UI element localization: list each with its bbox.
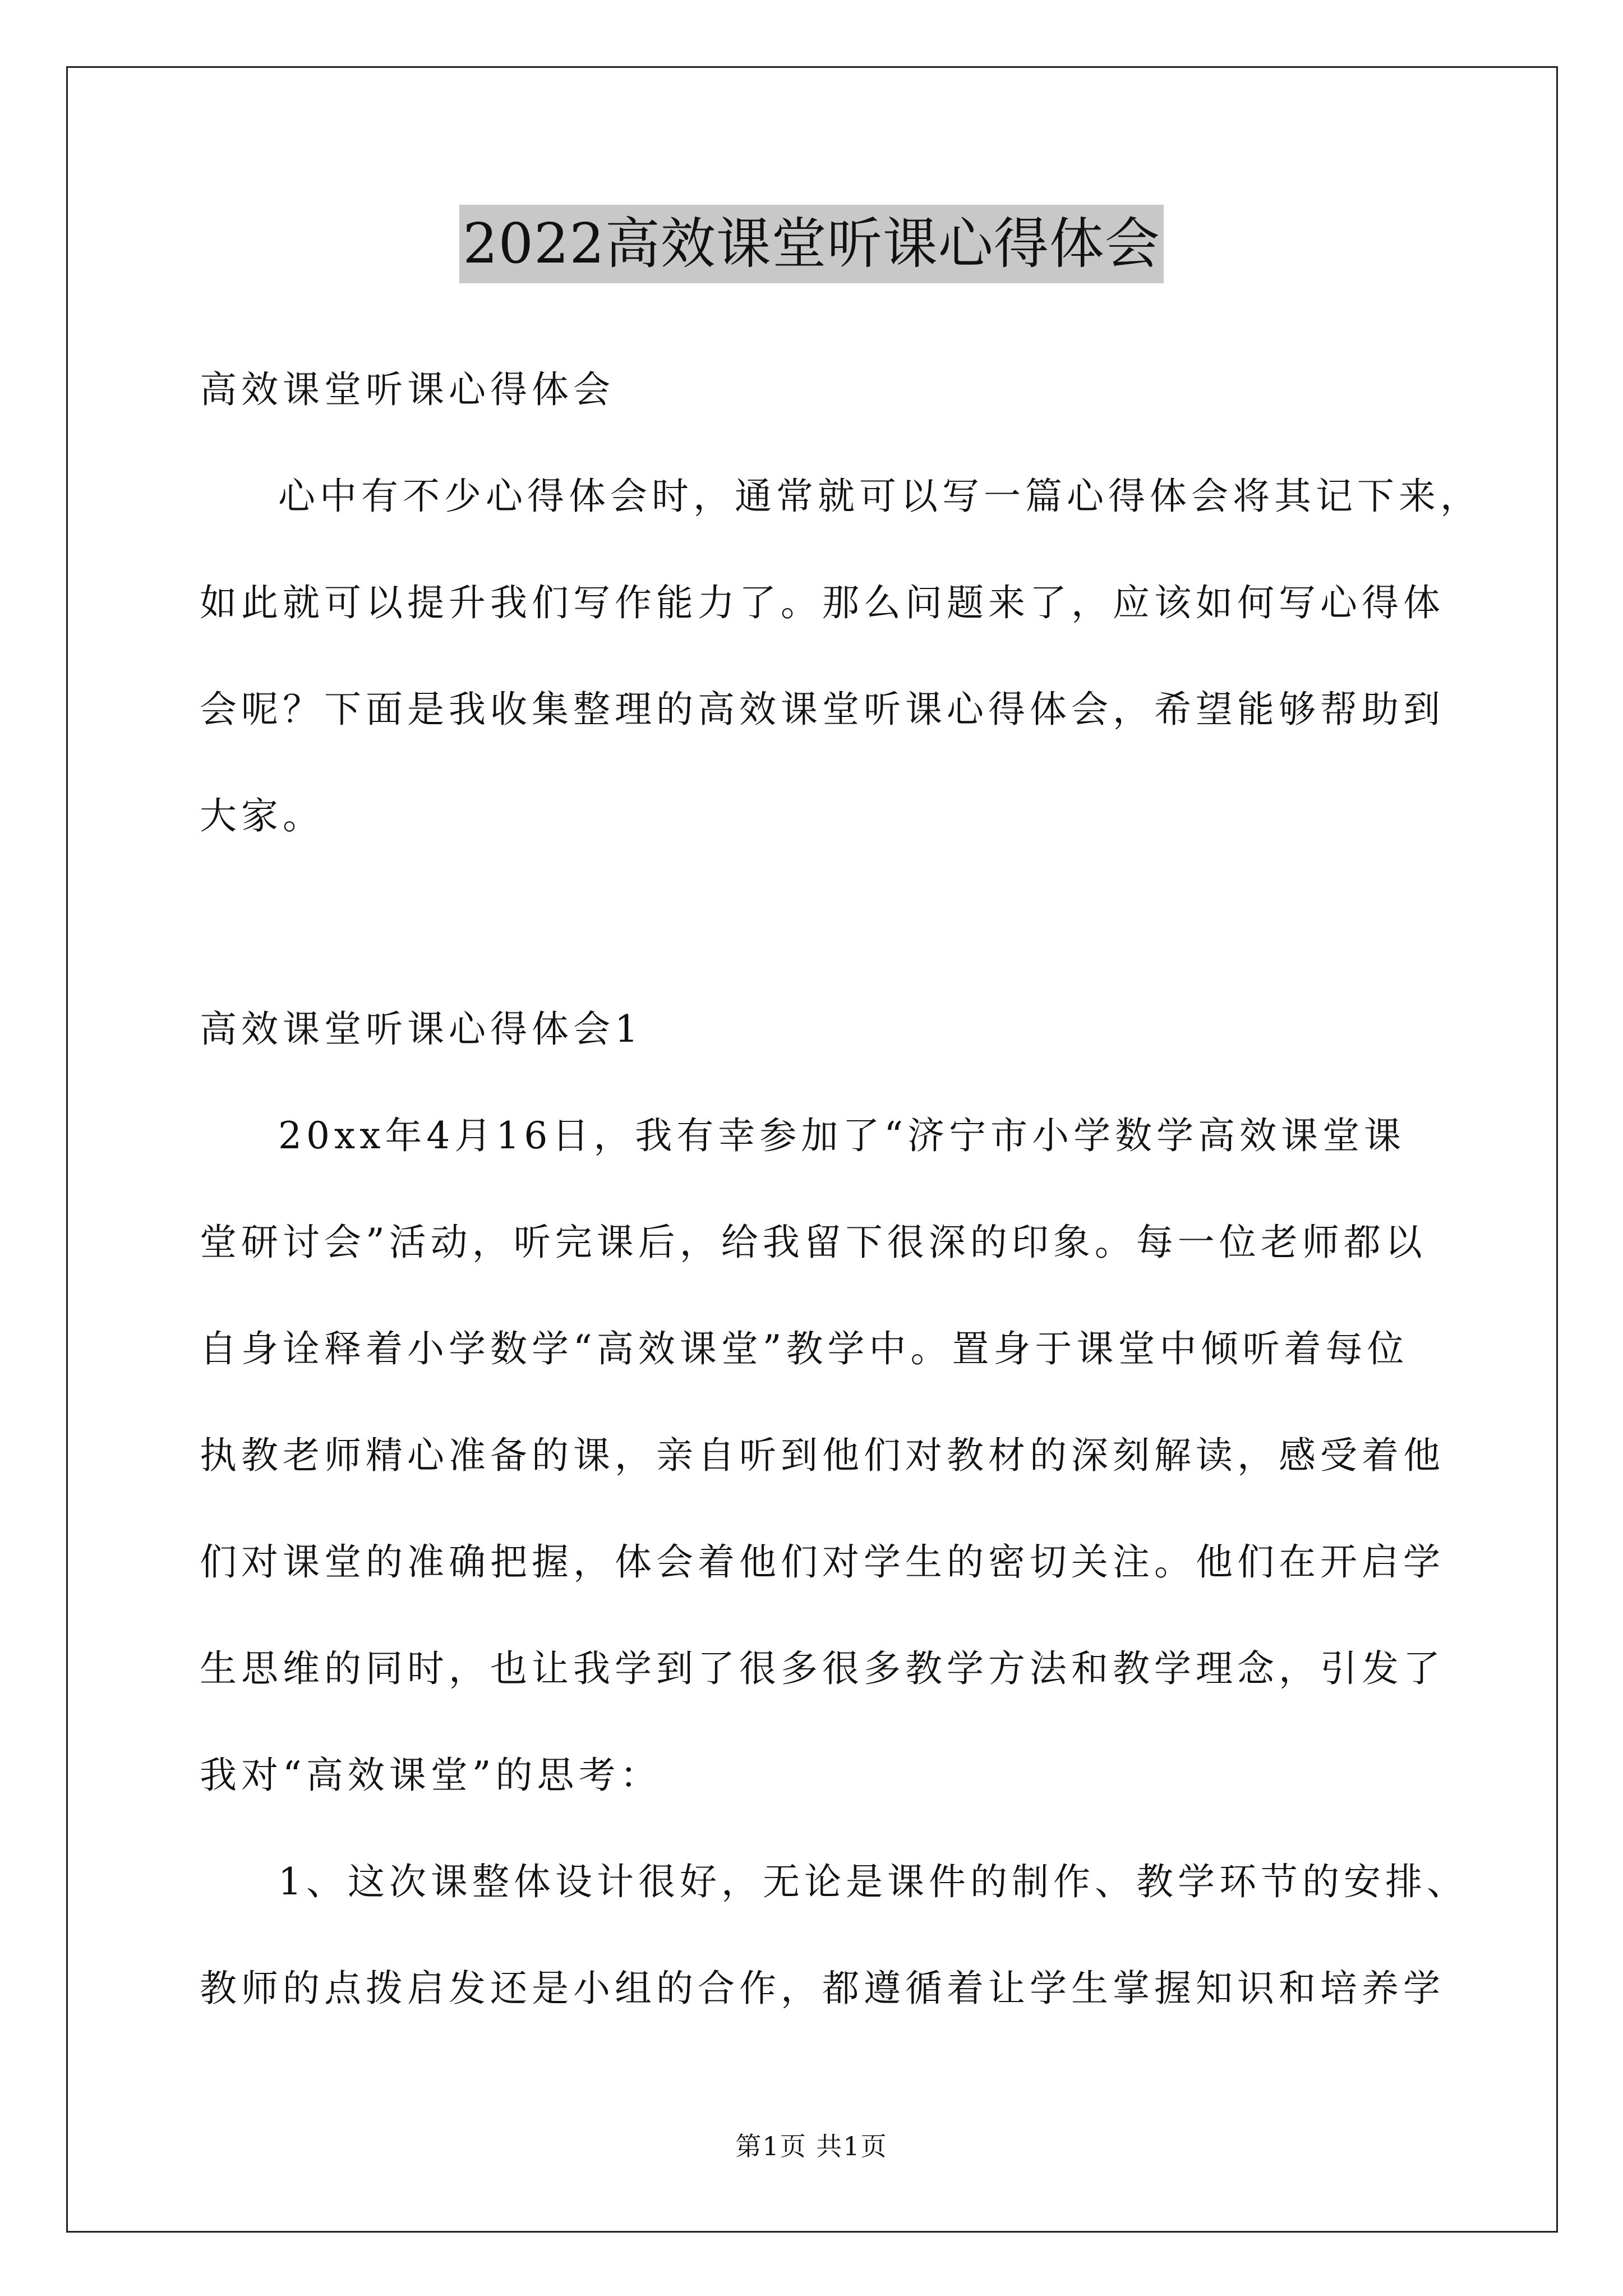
paragraph-line: 我对“高效课堂”的思考： [200,1754,662,1797]
paragraph-line: 们对课堂的准确把握，体会着他们对学生的密切关注。他们在开启学 [200,1540,1445,1584]
paragraph-line: 教师的点拨启发还是小组的合作，都遵循着让学生掌握知识和培养学 [200,1967,1445,2010]
paragraph-line: 堂研讨会”活动，听完课后，给我留下很深的印象。每一位老师都以 [200,1221,1427,1264]
page-footer: 第1页 共1页 [735,2131,888,2161]
intro-line: 会呢？下面是我收集整理的高效课堂听课心得体会，希望能够帮助到 [200,688,1445,731]
spacer [200,869,1439,976]
paragraph-line: 1、这次课整体设计很好，无论是课件的制作、教学环节的安排、 [278,1860,1468,1903]
document-body [200,337,1482,2042]
document-subtitle: 高效课堂听课心得体会 [200,368,615,411]
title-wrap [0,205,1623,283]
section-heading: 高效课堂听课心得体会1 [200,1007,643,1051]
intro-line: 如此就可以提升我们写作能力了。那么问题来了，应该如何写心得体 [200,581,1445,624]
paragraph-line: 20xx年4月16日，我有幸参加了“济宁市小学数学高效课堂课 [278,1114,1406,1157]
intro-line: 大家。 [200,794,324,838]
document-title: 2022高效课堂听课心得体会 [459,205,1163,283]
intro-line: 心中有不少心得体会时，通常就可以写一篇心得体会将其记下来， [278,475,1482,518]
paragraph-line: 执教老师精心准备的课，亲自听到他们对教材的深刻解读，感受着他 [200,1434,1445,1477]
paragraph-line: 生思维的同时，也让我学到了很多很多教学方法和教学理念，引发了 [200,1647,1445,1690]
paragraph-line: 自身诠释着小学数学“高效课堂”教学中。置身于课堂中倾听着每位 [200,1327,1409,1370]
